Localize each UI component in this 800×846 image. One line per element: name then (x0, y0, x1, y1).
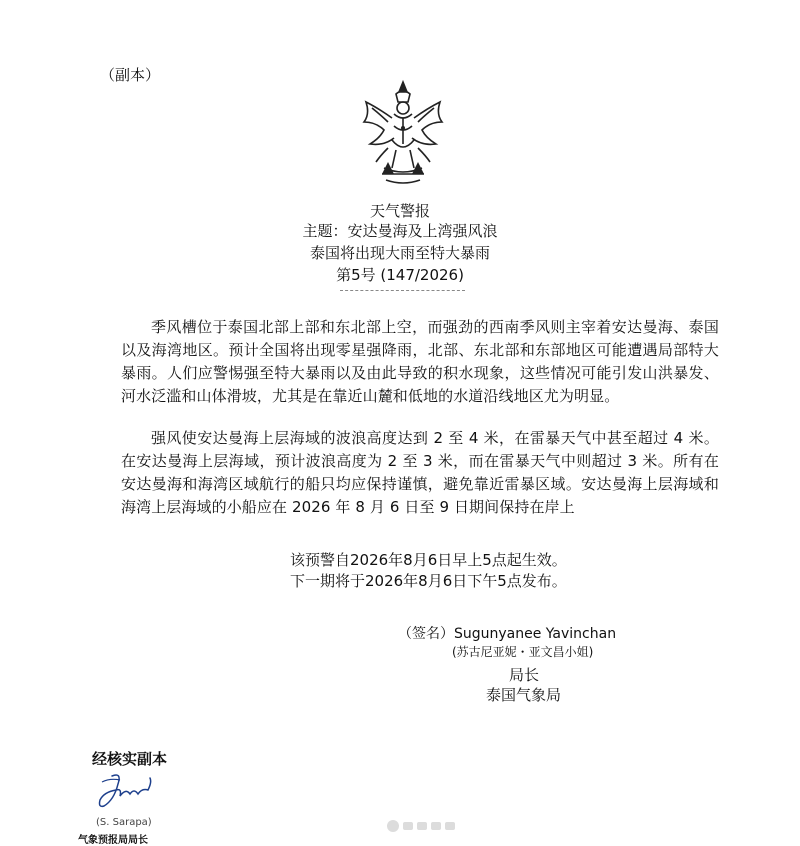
organization-name: 泰国气象局 (486, 686, 562, 704)
garuda-emblem-icon (358, 78, 448, 188)
certifier-title: 气象预报局局长 (78, 835, 148, 846)
handwritten-signature-icon (92, 770, 156, 814)
paragraph-monsoon: 季风槽位于泰国北部上部和东北部上空，而强劲的西南季风则主宰着安达曼海、泰国以及海湾地区。预计全国将出现零星强降雨，北部、东北部和东部地区可能遭遇局部特大暴雨。人们应警惕强至特大暴雨以及由此导致的积水现象，这些情况可能引发山洪暴发、河水泛滥和山体滑坡，尤其是在靠近山麓和低地的水道沿线地区尤为明显。 (121, 318, 719, 405)
certifier-name: (S. Sarapa) (96, 817, 152, 828)
document-title: 天气警报 (369, 202, 430, 220)
document-subject: 主题：安达曼海及上湾强风浪 (302, 222, 498, 240)
copy-label: （副本） (100, 66, 161, 84)
watermark-logo-icon (385, 816, 465, 836)
signatory-title: 局长 (509, 666, 540, 684)
bulletin-number: 第5号 (147/2026) (336, 266, 464, 284)
effective-notice: 该预警自2026年8月6日早上5点起生效。 (290, 551, 567, 569)
signatory-chinese-name: (苏古尼亚妮・亚文昌小姐) (452, 645, 594, 659)
header-divider (340, 290, 465, 291)
paragraph-waves: 强风使安达曼海上层海域的波浪高度达到 2 至 4 米，在雷暴天气中甚至超过 4 米。在安达曼海上层海域，预计波浪高度为 2 至 3 米，而在雷暴天气中则超过 3 米。所有在安达曼海和海湾区域航行的船只均应保持谨慎，避免靠近雷暴区域。安达曼海上层海域和海湾上层海域的小船应在 2026 年 8 月 6 日至 9 日期间保持在岸上 (121, 429, 719, 516)
document-subtitle: 泰国将出现大雨至特大暴雨 (309, 244, 490, 262)
certified-copy-label: 经核实副本 (92, 750, 168, 768)
signatory-line: （签名）Sugunyanee Yavinchan (398, 626, 617, 642)
next-issue-notice: 下一期将于2026年8月6日下午5点发布。 (290, 572, 567, 590)
